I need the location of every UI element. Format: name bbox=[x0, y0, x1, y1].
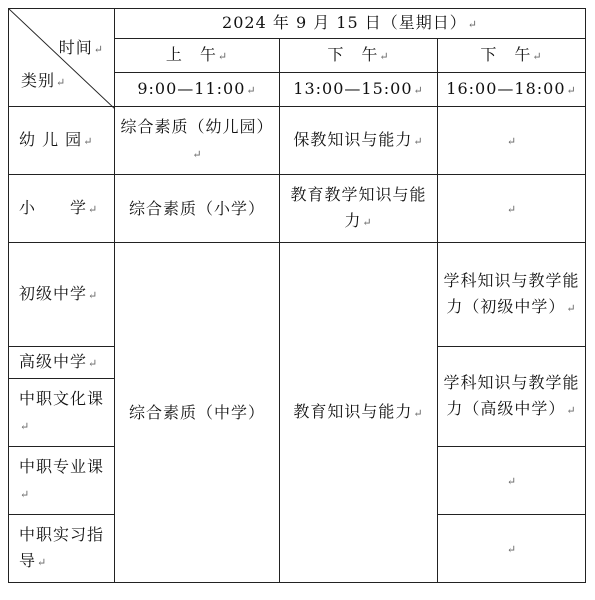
subject-primary-pm1: 教育教学知识与能力↵ bbox=[280, 175, 438, 243]
subject-kindergarten-am: 综合素质（幼儿园）↵ bbox=[115, 107, 280, 175]
period-time-am: 9:00—11:00↵ bbox=[115, 73, 280, 107]
empty-cell: ↵ bbox=[438, 447, 586, 515]
period-label-pm1: 下 午↵ bbox=[280, 39, 438, 73]
empty-cell: ↵ bbox=[438, 175, 586, 243]
category-senior-middle: 高级中学↵ bbox=[9, 347, 115, 379]
subject-middle-pm1: 教育知识与能力↵ bbox=[280, 243, 438, 583]
period-time-pm2: 16:00—18:00↵ bbox=[438, 73, 586, 107]
category-junior-middle: 初级中学↵ bbox=[9, 243, 115, 347]
header-diagonal-cell bbox=[9, 9, 115, 107]
category-primary: 小 学↵ bbox=[9, 175, 115, 243]
period-time-pm1: 13:00—15:00↵ bbox=[280, 73, 438, 107]
subject-middle-am: 综合素质（中学） bbox=[115, 243, 280, 583]
period-label-pm2: 下 午↵ bbox=[438, 39, 586, 73]
exam-schedule-table bbox=[8, 8, 586, 583]
exam-date-header: 2024 年 9 月 15 日（星期日）↵ bbox=[115, 9, 586, 39]
category-vocational-practice: 中职实习指导↵ bbox=[9, 515, 115, 583]
category-header-label: 类别↵ bbox=[21, 71, 67, 90]
category-kindergarten: 幼 儿 园↵ bbox=[9, 107, 115, 175]
category-vocational-major: 中职专业课↵ bbox=[9, 447, 115, 515]
empty-cell: ↵ bbox=[438, 515, 586, 583]
subject-kindergarten-pm1: 保教知识与能力↵ bbox=[280, 107, 438, 175]
period-label-am: 上 午↵ bbox=[115, 39, 280, 73]
subject-senior-pm2: 学科知识与教学能力（高级中学）↵ bbox=[438, 347, 586, 447]
subject-junior-pm2: 学科知识与教学能力（初级中学）↵ bbox=[438, 243, 586, 347]
time-header-label: 时间↵ bbox=[58, 38, 104, 57]
category-vocational-culture: 中职文化课↵ bbox=[9, 379, 115, 447]
empty-cell: ↵ bbox=[438, 107, 586, 175]
subject-primary-am: 综合素质（小学） bbox=[115, 175, 280, 243]
